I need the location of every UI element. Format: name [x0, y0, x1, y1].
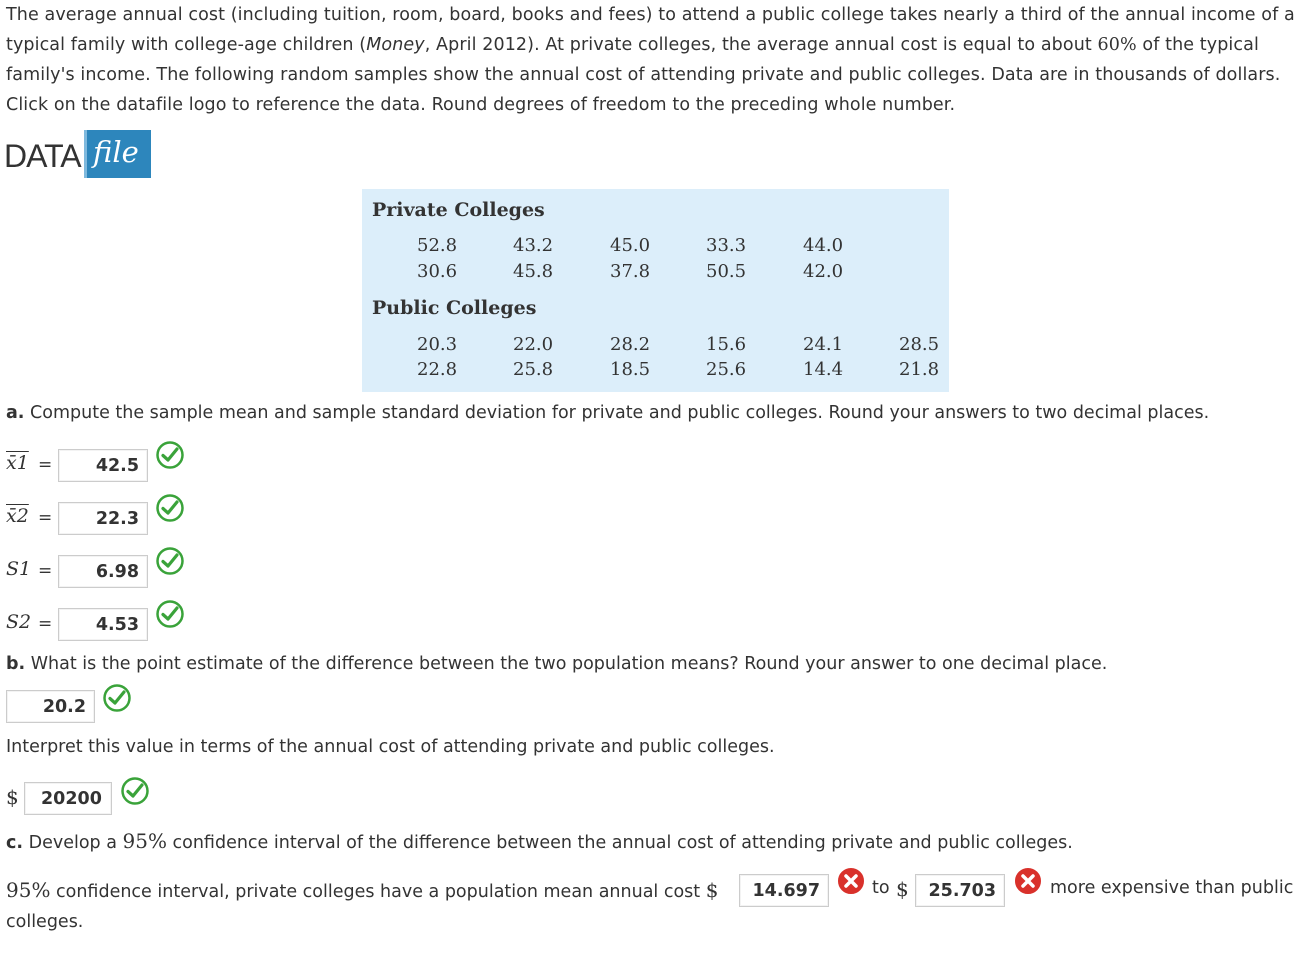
- x2-mean-input[interactable]: 22.3: [58, 502, 148, 535]
- part-c-text-2: confidence interval of the difference between the annual cost of attending private and public colleges.: [166, 833, 1073, 853]
- problem-statement: [6, 0, 1306, 120]
- check-circle-icon: [155, 440, 185, 470]
- part-b-prefix: b.: [6, 654, 26, 674]
- confidence-interval-sentence: [6, 878, 718, 902]
- ci-tail-text-2: colleges.: [6, 912, 84, 932]
- table-cell: 14.4: [803, 359, 844, 380]
- part-c-prefix: c.: [6, 833, 24, 853]
- table-cell: 28.5: [899, 334, 940, 355]
- point-estimate-input[interactable]: 20.2: [6, 690, 95, 723]
- s2-stdev-input[interactable]: 4.53: [58, 608, 148, 641]
- to-label: to: [872, 878, 890, 898]
- dollar-sign: $: [705, 878, 719, 902]
- check-circle-icon: [102, 683, 132, 713]
- private-colleges-heading: Private Colleges: [372, 199, 545, 221]
- table-cell: 20.3: [417, 334, 458, 355]
- part-a-question: [6, 403, 1209, 423]
- table-cell: 30.6: [417, 261, 458, 282]
- part-c-text-1: Develop a: [23, 833, 123, 853]
- s1-label: S1: [6, 558, 32, 580]
- table-cell: 25.8: [513, 359, 554, 380]
- x-circle-icon: [836, 866, 866, 896]
- table-cell: 18.5: [610, 359, 651, 380]
- table-cell: 24.1: [803, 334, 844, 355]
- table-cell: 50.5: [706, 261, 747, 282]
- ci-upper-bound-input[interactable]: 25.703: [915, 874, 1005, 907]
- table-cell: 37.8: [610, 261, 651, 282]
- part-a-prefix: a.: [6, 403, 25, 423]
- data-table: [362, 189, 949, 392]
- table-cell: 33.3: [706, 235, 747, 256]
- part-c-question: [6, 829, 1073, 853]
- table-cell: 25.6: [706, 359, 747, 380]
- table-cell: 52.8: [417, 235, 458, 256]
- equals-sign: =: [38, 455, 53, 475]
- equals-sign: =: [38, 508, 53, 528]
- datafile-logo[interactable]: [4, 128, 154, 178]
- dollar-sign: $: [6, 785, 19, 809]
- equals-sign: =: [38, 614, 53, 634]
- ci-text: confidence interval, private colleges have a population mean annual cost: [50, 882, 706, 902]
- intro-text-3: of the typical family's income. The following random samples show the annual cost of attending private and public colleges. Data are in thousands of dollars. Click on the datafile logo to reference the data. Round degrees of freedom to the preceding whole number.: [6, 35, 1281, 115]
- x-circle-icon: [1013, 866, 1043, 896]
- interpretation-dollar-input[interactable]: 20200: [24, 782, 112, 815]
- check-circle-icon: [120, 776, 150, 806]
- ci-tail-text: more expensive than public: [1050, 878, 1294, 898]
- table-cell: 42.0: [803, 261, 844, 282]
- public-colleges-heading: Public Colleges: [372, 297, 537, 319]
- s1-stdev-input[interactable]: 6.98: [58, 555, 148, 588]
- table-cell: 45.8: [513, 261, 554, 282]
- part-c-percent: 95%: [122, 829, 167, 853]
- table-cell: 22.8: [417, 359, 458, 380]
- equals-sign: =: [38, 561, 53, 581]
- intro-percent: 60%: [1097, 35, 1137, 55]
- x1-bar-label: x̄1: [6, 452, 29, 474]
- table-cell: 21.8: [899, 359, 940, 380]
- table-cell: 22.0: [513, 334, 554, 355]
- part-b-question: [6, 654, 1107, 674]
- intro-text-2: , April 2012). At private colleges, the average annual cost is equal to about: [424, 35, 1098, 55]
- interpret-prompt: Interpret this value in terms of the annual cost of attending private and public colleges.: [6, 737, 775, 757]
- table-cell: 44.0: [803, 235, 844, 256]
- table-cell: 43.2: [513, 235, 554, 256]
- source-citation: Money: [366, 35, 425, 55]
- part-b-text: What is the point estimate of the difference between the two population means? Round your answer to one decimal place.: [25, 654, 1108, 674]
- datafile-logo-file-text: file: [93, 135, 139, 169]
- part-a-text: Compute the sample mean and sample standard deviation for private and public colleges. Round your answers to two decimal places.: [24, 403, 1210, 423]
- check-circle-icon: [155, 546, 185, 576]
- x2-bar-label: x̄2: [6, 505, 29, 527]
- x1-mean-input[interactable]: 42.5: [58, 449, 148, 482]
- check-circle-icon: [155, 493, 185, 523]
- intro-text-1: The average annual cost (including tuition, room, board, books and fees) to attend a public college takes nearly a third of the annual income of a typical family with college-age children (: [6, 5, 1295, 55]
- ci-lower-bound-input[interactable]: 14.697: [739, 874, 829, 907]
- table-cell: 28.2: [610, 334, 651, 355]
- datafile-logo-data-text: DATA: [4, 138, 81, 174]
- table-cell: 15.6: [706, 334, 747, 355]
- check-circle-icon: [155, 599, 185, 629]
- dollar-sign: $: [896, 877, 909, 901]
- ci-percent: 95%: [6, 878, 51, 902]
- table-cell: 45.0: [610, 235, 651, 256]
- s2-label: S2: [6, 611, 32, 633]
- datafile-logo-file-badge: [84, 130, 151, 178]
